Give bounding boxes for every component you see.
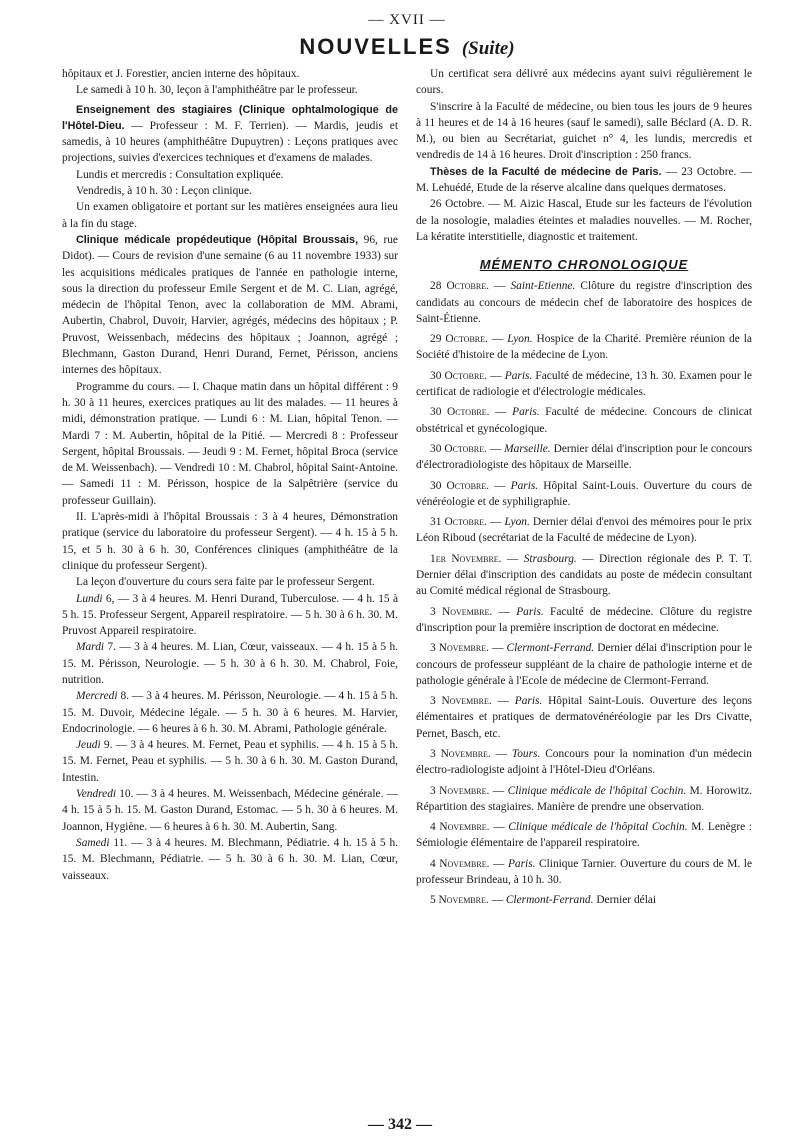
memento-text: Dernier délai d'inscription pour le concours de professeur suppléant de la chaire de pathologie interne et de pathologie générale à l'Ecole de médecine de Clermont-Ferrand. <box>416 642 753 687</box>
paragraph-heading: Clinique médicale propédeutique (Hôpital Broussais, <box>76 233 359 246</box>
memento-dash: — <box>490 747 512 760</box>
paragraph <box>416 196 752 245</box>
memento-dash: — <box>489 784 508 797</box>
memento-text: M. Lenègre : Sémiologie élémentaire de l'appareil respiratoire. <box>416 821 752 850</box>
paragraph-text: 11. — 3 à 4 heures. M. Blechmann, Pédiatrie. 4 h. 15 à 5 h. 15. M. Blechmann, Pédiatrie. — 5 h. 30 à 6 h. 30. M. Lian, Cœur, vaisseaux. <box>62 836 398 882</box>
paragraph <box>62 639 398 688</box>
paragraph-text: Lundis et mercredis : Consultation expliquée. <box>76 168 284 181</box>
memento-text: Dernier délai d'inscription pour le concours d'électroradiologiste des hôpitaux de Marseille. <box>416 442 753 472</box>
memento-place: Marseille. <box>504 442 551 455</box>
paragraph-text: 10. — 3 à 4 heures. M. Weissenbach, Médecine générale. — 4 h. 15 à 5 h. 15. M. Gaston Durand, Estomac. — 5 h. 30 à 6 heures. M. Joannon, Hygiène. — 6 heures à 6 h. 30. M. Aubertin, Sang. <box>62 788 398 833</box>
paragraph-text: hôpitaux et J. Forestier, ancien interne des hôpitaux. <box>62 68 300 80</box>
memento-text: M. Horowitz. Répartition des stagiaires. Manière de prendre une observation. <box>416 784 752 813</box>
paragraph <box>62 786 398 835</box>
memento-date: 28 Octobre. <box>430 280 489 293</box>
memento-dash: — <box>489 406 513 419</box>
memento-place: Paris. <box>504 369 533 382</box>
memento-text: Clôture du registre d'inscription des candidats au concours de médecin chef de laboratoire des hospices de Saint-Étienne. <box>416 280 752 325</box>
paragraph <box>62 102 398 167</box>
memento-date: 3 Novembre. <box>430 784 490 797</box>
memento-date: 4 Novembre. <box>430 821 490 834</box>
paragraph-text: II. L'après-midi à l'hôpital Broussais : 3 à 4 heures, Démonstration pratique (service du laboratoire du professeur Sergent). — 4 h. 15 à 5 h. 15, et 5 h. 30 à 6 h. 30, Conférences cliniques (amphithéâtre de la clinique du professeur Sergent). <box>62 511 398 572</box>
paragraph <box>62 574 398 590</box>
memento-text: Faculté de médecine, 13 h. 30. Examen pour le certificat de radiologie et d'électrologie médicales. <box>416 369 752 399</box>
paragraph <box>62 199 398 232</box>
memento-entry <box>416 478 752 511</box>
memento-text: Dernier délai d'envoi des mémoires pour le prix Léon Riboud (secrétariat de la Faculté de médecine de Lyon). <box>416 516 752 545</box>
memento-text: Faculté de médecine. Concours de clinicat obstétrical et gynécologique. <box>416 406 752 435</box>
memento-date: 3 Novembre. <box>430 747 491 760</box>
left-column <box>62 66 398 913</box>
memento-entry <box>416 783 752 816</box>
memento-entry <box>416 746 752 779</box>
paragraph-text: 96, rue Didot). — Cours de revision d'une semaine (6 au 11 novembre 1933) sur les acquisitions médicales pratiques de l'année en pathologie interne, sous la direction du professeur Emile Sergent et de M. C. Lian, agrégé, médecin de l'hôpital Tenon, avec la collaboration de MM. Abrami, Aubertin, Chabrol, Duvoir, Harvier, agrégés, médecins des hôpitaux ; P. Pruvost, Weissenbach, médecins des hôpitaux ; Joannon, agrégé ; Blechmann, Gaston Durand, Henri Durand, Fernet, Périsson, anciens internes des hôpitaux. <box>62 233 398 377</box>
paragraph-text: S'inscrire à la Faculté de médecine, ou bien tous les jours de 9 heures à 11 heures et de 14 à 16 heures (sauf le samedi), salle Béclard (A. D. R. M.), ou bien au Secrétariat, guichet n° 4, les lundis, mercredis et vendredis de 14 à 16 heures. Droit d'inscription : 250 francs. <box>416 100 752 162</box>
paragraph-heading: Enseignement des stagiaires (Clinique ophtalmologique de l'Hôtel-Dieu. <box>62 103 398 132</box>
memento-date: 4 Novembre. <box>430 857 490 870</box>
paragraph-day: Vendredi <box>76 788 117 801</box>
paragraph <box>62 835 398 884</box>
paragraph-day: Mardi <box>76 641 105 654</box>
memento-entry <box>416 278 752 327</box>
memento-dash: — <box>489 479 511 492</box>
paragraph <box>62 379 398 509</box>
paragraph-text: Un certificat sera délivré aux médecins ayant suivi régulièrement le cours. <box>416 68 752 97</box>
memento-dash: — <box>486 442 505 455</box>
title-suite: (Suite) <box>461 38 515 59</box>
memento-dash: — <box>501 552 524 565</box>
paragraph <box>416 164 752 197</box>
paragraph-text: 8. — 3 à 4 heures. M. Périsson, Neurologie. — 4 h. 15 à 5 h. 15. M. Duvoir, Médecine légale. — 5 h. 30 à 6 heures. M. Harvier, Endocrinologie. — 6 heures à 6 h. 30. M. Abrami, Pathologie générale. <box>62 690 398 735</box>
memento-entry <box>416 441 752 474</box>
memento-place: Lyon. <box>507 333 533 346</box>
memento-date: 30 Octobre. <box>430 442 487 455</box>
paragraph-text: 6, — 3 à 4 heures. M. Henri Durand, Tuberculose. — 4 h. 15 à 5 h. 15. Professeur Sergent, Appareil respiratoire. — 5 h. 30 à 6 h. 30. M. Pruvost Appareil respiratoire. <box>62 592 398 638</box>
memento-entry <box>416 368 752 401</box>
roman-page-header: — XVII — <box>368 12 446 28</box>
memento-date: 1er Novembre. <box>430 552 502 565</box>
memento-place: Tours. <box>511 747 541 760</box>
paragraph-text: 9. — 3 à 4 heures. M. Fernet, Peau et syphilis. — 4 h. 15 à 5 h. 15. M. Fernet, Peau et syphilis. — 5 h. 30 à 6 h. 30. M. Gaston Durand, Intestin. <box>62 739 398 784</box>
memento-entry <box>416 693 752 742</box>
memento-place: Clinique médicale de l'hôpital Cochin. <box>508 821 688 834</box>
paragraph-day: Jeudi <box>76 739 101 752</box>
memento-entry <box>416 604 752 637</box>
paragraph-day: Mercredi <box>76 690 118 703</box>
paragraph <box>62 591 398 640</box>
memento-entry <box>416 404 752 437</box>
memento-text: Dernier délai <box>593 894 657 907</box>
paragraph-text: Le samedi à 10 h. 30, leçon à l'amphithéâtre par le professeur. <box>76 84 358 97</box>
memento-entry <box>416 331 752 364</box>
memento-list <box>416 278 752 908</box>
title-main: NOUVELLES <box>299 34 452 59</box>
page-number: — 342 — <box>368 1116 432 1133</box>
columns <box>62 66 752 913</box>
memento-date: 5 Novembre. <box>430 894 489 907</box>
paragraph-text: Programme du cours. — I. Chaque matin dans un hôpital différent : 9 h. 30 à 11 heures, exercices pratiques au lit des malades. — 11 heures à midi, démonstration pratique. — Lundi 6 : M. Lian, hôpital Tenon. — Mardi 7 : M. Aubertin, hôpital de la Pitié. — Mercredi 8 : Professeur Sergent, hôpital Broussais. — Jeudi 9 : M. Fernet, hôpital Broca (service de M. Weissenbach). — Vendredi 10 : M. Chabrol, hôpital Saint-Antoine. — Samedi 11 : M. Périsson, hospice de la Salpêtrière (service du professeur Guillain). <box>62 380 398 507</box>
paragraph <box>62 509 398 574</box>
memento-dash: — <box>491 695 515 708</box>
memento-date: 30 Octobre. <box>430 479 489 492</box>
paragraph <box>416 66 752 99</box>
paragraph <box>62 183 398 199</box>
paragraph-text: 7. — 3 à 4 heures. M. Lian, Cœur, vaisseaux. — 4 h. 15 à 5 h. 15. M. Périsson, Neurologie. — 5 h. 30 à 6 h. 30. M. Chabrol, Foie, nutrition. <box>62 641 398 686</box>
memento-dash: — <box>489 821 509 834</box>
memento-date: 3 Novembre. <box>430 642 489 655</box>
memento-text: Hôpital Saint-Louis. Ouverture des leçons élémentaires et pratiques de dermatovénéréologie par les Drs Civatte, Pernet, Basch, etc. <box>416 695 752 740</box>
paragraph-text: Un examen obligatoire et portant sur les matières enseignées aura lieu à la fin du stage. <box>62 201 398 230</box>
memento-dash: — <box>489 857 508 870</box>
memento-dash: — <box>487 369 505 382</box>
memento-entry <box>416 856 752 889</box>
paragraph-day: Lundi <box>76 592 103 605</box>
memento-place: Paris. <box>512 406 540 419</box>
paragraph-day: Samedi <box>76 836 110 849</box>
memento-date: 31 Octobre. <box>430 516 487 529</box>
memento-dash: — <box>488 280 511 293</box>
memento-dash: — <box>486 516 505 529</box>
memento-heading: MÉMENTO CHRONOLOGIQUE <box>479 257 689 273</box>
paragraph-text: — 23 Octobre. — M. Lehuédé, Etude de la réserve alcaline dans quelques dermatoses. <box>416 165 752 195</box>
memento-date: 3 Novembre. <box>430 695 492 708</box>
memento-place: Lyon. <box>504 516 530 529</box>
memento-text: Concours pour la nomination d'un médecin électro-radiologiste adjoint à l'Hôtel-Dieu d'Orléans. <box>416 747 752 777</box>
paragraph <box>62 66 398 82</box>
memento-entry <box>416 892 752 908</box>
memento-date: 29 Octobre. <box>430 333 488 346</box>
section-title <box>62 34 752 60</box>
right-top-news <box>416 66 752 245</box>
memento-place: Paris. <box>516 605 544 618</box>
paragraph <box>62 688 398 737</box>
memento-place: Saint-Etienne. <box>510 280 576 293</box>
memento-entry <box>416 514 752 547</box>
memento-dash: — <box>488 894 506 907</box>
memento-dash: — <box>487 333 508 346</box>
paragraph <box>62 737 398 786</box>
paragraph <box>416 99 752 164</box>
memento-dash: — <box>488 642 507 655</box>
memento-place: Clinique médicale de l'hôpital Cochin. <box>507 784 687 797</box>
memento-place: Paris. <box>510 479 539 492</box>
memento-place: Paris. <box>514 695 543 708</box>
paragraph-heading: Thèses de la Faculté de médecine de Paris. <box>430 165 662 178</box>
memento-dash: — <box>492 605 517 618</box>
paragraph-text: 26 Octobre. — M. Aizic Hascal, Etude sur les facteurs de l'évolution de la nosologie, maladies éteintes et maladies nouvelles. — M. Rocher, La kératite interstitielle, diagnostic et traitement. <box>416 198 752 243</box>
memento-date: 3 Novembre. <box>430 605 493 618</box>
memento-text: Faculté de médecine. Clôture du registre d'inscription pour la première inscription de doctorat en médecine. <box>416 605 752 634</box>
paragraph-text: — Professeur : M. F. Terrien). — Mardis, jeudis et samedis, à 10 heures (amphithéâtre Dupuytren) : Leçons pratiques avec projections, suivies d'exercices techniques et d'examens de malades. <box>62 119 398 165</box>
memento-text: Clinique Tarnier. Ouverture du cours de M. le professeur Brindeau, à 10 h. 30. <box>416 857 753 887</box>
memento-place: Paris. <box>507 857 536 870</box>
memento-entry <box>416 819 752 852</box>
paragraph-text: La leçon d'ouverture du cours sera faite par le professeur Sergent. <box>76 576 375 589</box>
paragraph-text: Vendredis, à 10 h. 30 : Leçon clinique. <box>76 185 252 198</box>
memento-date: 30 Octobre. <box>430 369 488 382</box>
memento-text: Hôpital Saint-Louis. Ouverture du cours de vénéréologie et de syphiligraphie. <box>416 479 752 508</box>
right-column <box>416 66 752 913</box>
paragraph <box>62 82 398 98</box>
memento-place: Clermont-Ferrand. <box>505 894 594 907</box>
memento-place: Strasbourg. <box>523 552 577 565</box>
memento-entry <box>416 640 752 689</box>
memento-place: Clermont-Ferrand. <box>506 642 595 655</box>
memento-entry <box>416 551 752 600</box>
paragraph <box>62 232 398 379</box>
memento-date: 30 Octobre. <box>430 406 490 419</box>
memento-text: — Direction régionale des P. T. T. Dernier délai d'inscription des candidats au poste de médecin consultant au Comité médical régional de Strasbourg. <box>416 552 752 598</box>
paragraph <box>62 167 398 183</box>
memento-text: Hospice de la Charité. Première réunion de la Société d'histoire de la médecine de Lyon. <box>416 333 752 362</box>
